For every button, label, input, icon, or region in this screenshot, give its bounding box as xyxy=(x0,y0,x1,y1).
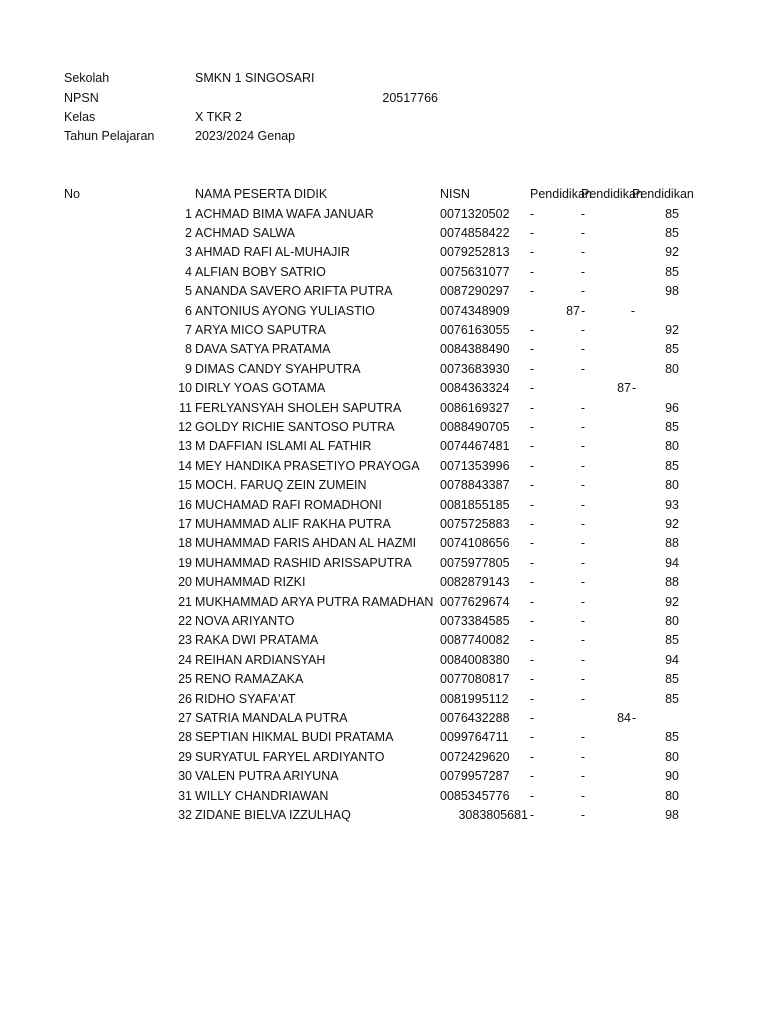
cell-name: SEPTIAN HIKMAL BUDI PRATAMA xyxy=(195,730,394,745)
cell-col1: - xyxy=(530,691,535,706)
cell-col1: - xyxy=(530,749,535,764)
cell-no: 18 xyxy=(178,536,192,551)
cell-no: 5 xyxy=(185,284,192,299)
cell-col2: - xyxy=(580,458,586,473)
cell-col1: - xyxy=(530,730,535,745)
cell-col2: - xyxy=(580,284,586,299)
cell-col3: 80 xyxy=(665,788,679,803)
cell-col1: - xyxy=(530,342,535,357)
cell-name: AHMAD RAFI AL-MUHAJIR xyxy=(195,245,350,260)
cell-col1: - xyxy=(530,516,535,531)
cell-col2: - xyxy=(580,361,586,376)
cell-col3: 85 xyxy=(665,672,679,687)
cell-nisn: 0075631077 xyxy=(440,264,510,279)
cell-no: 11 xyxy=(179,400,192,415)
cell-nisn: 0087740082 xyxy=(440,633,510,648)
cell-nisn: 0071353996 xyxy=(440,458,510,473)
cell-col3: 93 xyxy=(665,497,679,512)
cell-no: 7 xyxy=(185,322,192,337)
cell-no: 26 xyxy=(178,691,192,706)
cell-name: NOVA ARIYANTO xyxy=(195,613,295,628)
cell-col2: - xyxy=(580,478,586,493)
cell-col1: - xyxy=(530,633,535,648)
cell-col1: - xyxy=(530,419,535,434)
cell-col1: - xyxy=(530,264,535,279)
cell-name: RENO RAMAZAKA xyxy=(195,672,304,687)
cell-nisn: 0076163055 xyxy=(440,322,510,337)
cell-no: 6 xyxy=(185,303,192,318)
cell-col3: 94 xyxy=(665,555,679,570)
cell-col2: - xyxy=(580,400,586,415)
cell-col1: - xyxy=(530,284,535,299)
cell-col2: - xyxy=(580,322,586,337)
cell-col2: - xyxy=(580,769,586,784)
cell-col1: - xyxy=(530,710,535,725)
cell-name: ACHMAD BIMA WAFA JANUAR xyxy=(195,206,374,221)
cell-name: SURYATUL FARYEL ARDIYANTO xyxy=(195,749,385,764)
cell-name: MUHAMMAD FARIS AHDAN AL HAZMI xyxy=(195,536,417,551)
cell-col3: - xyxy=(630,303,636,318)
header-col2: Pendidikan xyxy=(581,187,643,201)
cell-col1: - xyxy=(530,575,535,590)
cell-col3: 85 xyxy=(665,264,679,279)
cell-name: MOCH. FARUQ ZEIN ZUMEIN xyxy=(195,478,367,493)
cell-name: VALEN PUTRA ARIYUNA xyxy=(195,769,339,784)
cell-nisn: 0074108656 xyxy=(440,536,510,551)
cell-nisn: 0078843387 xyxy=(440,478,510,493)
cell-col3: 88 xyxy=(665,575,679,590)
header-col1: Pendidikan xyxy=(530,187,592,201)
cell-name: MUCHAMAD RAFI ROMADHONI xyxy=(195,497,382,512)
cell-col1: - xyxy=(530,807,535,822)
cell-name: ACHMAD SALWA xyxy=(195,225,296,240)
cell-nisn: 0074467481 xyxy=(440,439,510,454)
cell-no: 31 xyxy=(178,788,192,803)
cell-col1: - xyxy=(530,497,535,512)
cell-col2: - xyxy=(580,672,586,687)
cell-col1: - xyxy=(530,322,535,337)
cell-nisn: 0085345776 xyxy=(440,788,510,803)
cell-no: 10 xyxy=(178,381,192,396)
cell-no: 9 xyxy=(185,361,192,376)
cell-col2: - xyxy=(580,594,586,609)
value-npsn: 20517766 xyxy=(382,91,438,105)
cell-nisn: 0077629674 xyxy=(440,594,510,609)
cell-nisn: 0076432288 xyxy=(440,710,510,725)
cell-col1: - xyxy=(530,536,535,551)
cell-col3: 85 xyxy=(665,342,679,357)
cell-col2: - xyxy=(580,575,586,590)
cell-no: 19 xyxy=(178,555,192,570)
cell-name: MUHAMMAD RASHID ARISSAPUTRA xyxy=(195,555,412,570)
cell-name: M DAFFIAN ISLAMI AL FATHIR xyxy=(195,439,372,454)
cell-no: 23 xyxy=(178,633,192,648)
cell-col1: - xyxy=(530,225,535,240)
cell-col3: 88 xyxy=(665,536,679,551)
cell-col3: 85 xyxy=(665,633,679,648)
cell-nisn: 0071320502 xyxy=(440,206,510,221)
label-npsn: NPSN xyxy=(64,91,99,105)
cell-no: 28 xyxy=(178,730,192,745)
cell-col2: - xyxy=(580,691,586,706)
cell-no: 20 xyxy=(178,575,192,590)
cell-name: MUHAMMAD ALIF RAKHA PUTRA xyxy=(195,516,391,531)
cell-col3: 85 xyxy=(665,206,679,221)
cell-no: 4 xyxy=(185,264,192,279)
value-sekolah: SMKN 1 SINGOSARI xyxy=(195,71,315,85)
value-tahun-pelajaran: 2023/2024 Genap xyxy=(195,129,296,143)
cell-no: 25 xyxy=(178,672,192,687)
cell-no: 17 xyxy=(178,516,192,531)
cell-no: 2 xyxy=(185,225,192,240)
cell-col1: - xyxy=(530,206,535,221)
cell-col3: 98 xyxy=(665,284,679,299)
cell-col3: 80 xyxy=(665,478,679,493)
cell-col3: 80 xyxy=(665,749,679,764)
cell-no: 14 xyxy=(178,458,192,473)
cell-name: ALFIAN BOBY SATRIO xyxy=(195,264,326,279)
cell-col3: - xyxy=(632,381,637,396)
cell-col1: - xyxy=(530,652,535,667)
cell-col2: - xyxy=(580,807,586,822)
cell-name: DIRLY YOAS GOTAMA xyxy=(195,381,326,396)
cell-col3: 85 xyxy=(665,691,679,706)
cell-col3: 96 xyxy=(665,400,679,415)
cell-nisn: 0073683930 xyxy=(440,361,510,376)
cell-col1: - xyxy=(530,458,535,473)
label-tahun-pelajaran: Tahun Pelajaran xyxy=(64,129,155,143)
cell-name: ZIDANE BIELVA IZZULHAQ xyxy=(195,807,351,822)
cell-col3: 98 xyxy=(665,807,679,822)
cell-name: MUHAMMAD RIZKI xyxy=(195,575,306,590)
cell-nisn: 0075725883 xyxy=(440,516,510,531)
cell-col3: 85 xyxy=(665,730,679,745)
cell-col2: - xyxy=(580,419,586,434)
cell-col3: 80 xyxy=(665,613,679,628)
cell-name: SATRIA MANDALA PUTRA xyxy=(195,710,348,725)
cell-col1: - xyxy=(530,769,535,784)
cell-nisn: 0073384585 xyxy=(440,613,510,628)
cell-no: 13 xyxy=(178,439,192,454)
cell-col3: - xyxy=(632,710,637,725)
cell-col1: - xyxy=(530,361,535,376)
cell-no: 30 xyxy=(178,769,192,784)
cell-col2: - xyxy=(580,264,586,279)
cell-nisn: 0081995112 xyxy=(440,691,509,706)
cell-col2: - xyxy=(580,342,586,357)
cell-col3: 85 xyxy=(665,419,679,434)
cell-col2: - xyxy=(580,633,586,648)
header-nisn: NISN xyxy=(440,187,470,201)
cell-name: FERLYANSYAH SHOLEH SAPUTRA xyxy=(195,400,402,415)
cell-nisn: 0075977805 xyxy=(440,555,510,570)
cell-col3: 92 xyxy=(665,594,679,609)
header-col3: Pendidikan xyxy=(632,187,694,201)
cell-col2: - xyxy=(580,516,586,531)
cell-name: RAKA DWI PRATAMA xyxy=(195,633,319,648)
cell-name: MUKHAMMAD ARYA PUTRA RAMADHAN xyxy=(195,594,434,609)
cell-col3: 94 xyxy=(665,652,679,667)
cell-col1: - xyxy=(530,613,535,628)
cell-nisn: 0087290297 xyxy=(440,284,510,299)
label-sekolah: Sekolah xyxy=(64,71,110,85)
cell-col1: - xyxy=(530,400,535,415)
cell-no: 16 xyxy=(178,497,192,512)
cell-col3: 90 xyxy=(665,769,679,784)
cell-no: 27 xyxy=(178,710,192,725)
cell-nisn: 3083805681 xyxy=(458,807,528,822)
cell-col3: 80 xyxy=(665,361,679,376)
cell-col2: - xyxy=(580,613,586,628)
cell-col1: - xyxy=(530,788,535,803)
cell-name: DIMAS CANDY SYAHPUTRA xyxy=(195,361,361,376)
cell-nisn: 0088490705 xyxy=(440,419,510,434)
cell-nisn: 0079252813 xyxy=(440,245,510,260)
cell-nisn: 0079957287 xyxy=(440,769,510,784)
cell-no: 12 xyxy=(178,419,192,434)
cell-col1: - xyxy=(530,381,535,396)
cell-col2: - xyxy=(580,497,586,512)
cell-col2: 87 xyxy=(617,381,631,396)
cell-col2: - xyxy=(580,439,586,454)
cell-col3: 85 xyxy=(665,458,679,473)
cell-name: REIHAN ARDIANSYAH xyxy=(195,652,326,667)
cell-col3: 92 xyxy=(665,245,679,260)
cell-nisn: 0084008380 xyxy=(440,652,510,667)
cell-nisn: 0072429620 xyxy=(440,749,510,764)
cell-name: ARYA MICO SAPUTRA xyxy=(195,322,326,337)
cell-no: 3 xyxy=(185,245,192,260)
header-no: No xyxy=(64,187,80,201)
label-kelas: Kelas xyxy=(64,110,96,124)
cell-col3: 80 xyxy=(665,439,679,454)
cell-name: ANTONIUS AYONG YULIASTIO xyxy=(195,303,375,318)
cell-col1: - xyxy=(530,478,535,493)
cell-nisn: 0081855185 xyxy=(440,497,510,512)
cell-col3: 85 xyxy=(665,225,679,240)
cell-nisn: 0099764711 xyxy=(440,730,509,745)
cell-nisn: 0084363324 xyxy=(440,381,510,396)
cell-no: 1 xyxy=(185,206,192,221)
cell-nisn: 0074348909 xyxy=(440,303,510,318)
cell-col2: - xyxy=(580,245,586,260)
cell-no: 29 xyxy=(178,749,192,764)
cell-nisn: 0077080817 xyxy=(440,672,510,687)
value-kelas: X TKR 2 xyxy=(195,110,243,124)
cell-col3: 92 xyxy=(665,516,679,531)
cell-no: 32 xyxy=(178,807,192,822)
cell-name: RIDHO SYAFA'AT xyxy=(195,691,296,706)
cell-col2: - xyxy=(580,652,586,667)
cell-no: 24 xyxy=(178,652,192,667)
cell-col1: - xyxy=(530,555,535,570)
cell-nisn: 0074858422 xyxy=(440,225,510,240)
cell-col2: - xyxy=(580,206,586,221)
cell-col1: 87 xyxy=(566,303,580,318)
cell-col1: - xyxy=(530,245,535,260)
cell-col2: - xyxy=(580,555,586,570)
cell-col2: - xyxy=(580,788,586,803)
cell-col1: - xyxy=(530,672,535,687)
cell-col2: - xyxy=(581,303,586,318)
cell-nisn: 0084388490 xyxy=(440,342,510,357)
cell-col1: - xyxy=(530,594,535,609)
cell-name: MEY HANDIKA PRASETIYO PRAYOGA xyxy=(195,458,420,473)
cell-name: WILLY CHANDRIAWAN xyxy=(195,788,329,803)
cell-name: GOLDY RICHIE SANTOSO PUTRA xyxy=(195,419,395,434)
cell-name: DAVA SATYA PRATAMA xyxy=(195,342,331,357)
cell-nisn: 0086169327 xyxy=(440,400,510,415)
cell-col2: - xyxy=(580,536,586,551)
cell-col2: - xyxy=(580,225,586,240)
cell-col2: - xyxy=(580,730,586,745)
cell-col1: - xyxy=(530,439,535,454)
cell-nisn: 0082879143 xyxy=(440,575,510,590)
cell-col3: 92 xyxy=(665,322,679,337)
cell-no: 22 xyxy=(178,613,192,628)
cell-no: 21 xyxy=(178,594,192,609)
cell-col2: 84 xyxy=(617,710,631,725)
cell-no: 15 xyxy=(178,478,192,493)
cell-col2: - xyxy=(580,749,586,764)
cell-name: ANANDA SAVERO ARIFTA PUTRA xyxy=(195,284,393,299)
cell-no: 8 xyxy=(185,342,192,357)
header-name: NAMA PESERTA DIDIK xyxy=(195,187,328,201)
